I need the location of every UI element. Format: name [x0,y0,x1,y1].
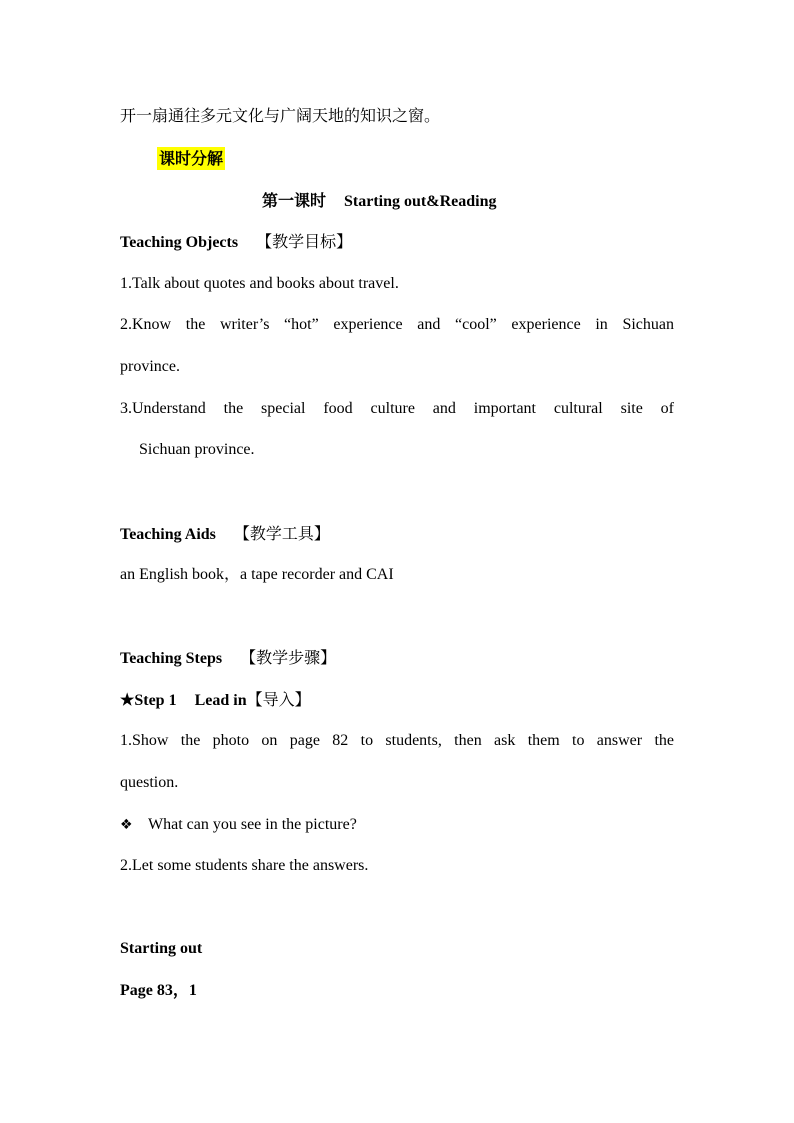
lesson-breakdown-heading [157,149,711,170]
step-item-1-cont: question. [120,774,179,791]
step-question-text: What can you see in the picture? [148,816,357,833]
teaching-aids-heading [120,524,674,545]
objective-item-3-cont: Sichuan province. [139,441,255,458]
objective-item-1: 1.Talk about quotes and books about travel. [120,275,399,292]
teaching-aids-content: an English book，a tape recorder and CAI [120,566,394,583]
starting-out-heading: Starting out [120,940,203,957]
step-item-1: 1.Show the photo on page 82 to students, then ask them to answer the [120,732,674,749]
intro-line: 开一扇通往多元文化与广阔天地的知识之窗。 [120,106,441,125]
objective-item-2-cont: province. [120,358,180,375]
page-reference: Page 83，1 [120,982,197,999]
step-item-2: 2.Let some students share the answers. [120,857,369,874]
step-1-label: ★Step 1 [120,692,177,709]
lesson-title-cn: 第一课时 [262,191,327,210]
teaching-objects-heading [120,232,674,253]
step-1-title-cn: 【导入】 [246,690,311,709]
teaching-steps-heading-cn: 【教学步骤】 [240,648,337,667]
lesson-title [262,191,496,212]
teaching-aids-heading-cn: 【教学工具】 [233,524,330,543]
lesson-breakdown-label: 课时分解 [159,149,224,168]
teaching-steps-heading [120,648,674,669]
teaching-objects-heading-cn: 【教学目标】 [256,232,353,251]
teaching-steps-heading-en: Teaching Steps [120,650,223,667]
teaching-aids-heading-en: Teaching Aids [120,526,216,543]
step-1-heading [120,690,674,711]
step-question [120,815,674,835]
teaching-objects-heading-en: Teaching Objects [120,234,239,251]
lesson-title-en: Starting out&Reading [344,193,497,210]
objective-item-2: 2.Know the writer’s “hot” experience and “cool” experience in Sichuan [120,316,674,333]
step-1-title-en: Lead in [194,692,247,709]
diamond-bullet-icon: ❖ [120,817,133,833]
objective-item-3: 3.Understand the special food culture and important cultural site of [120,400,674,417]
